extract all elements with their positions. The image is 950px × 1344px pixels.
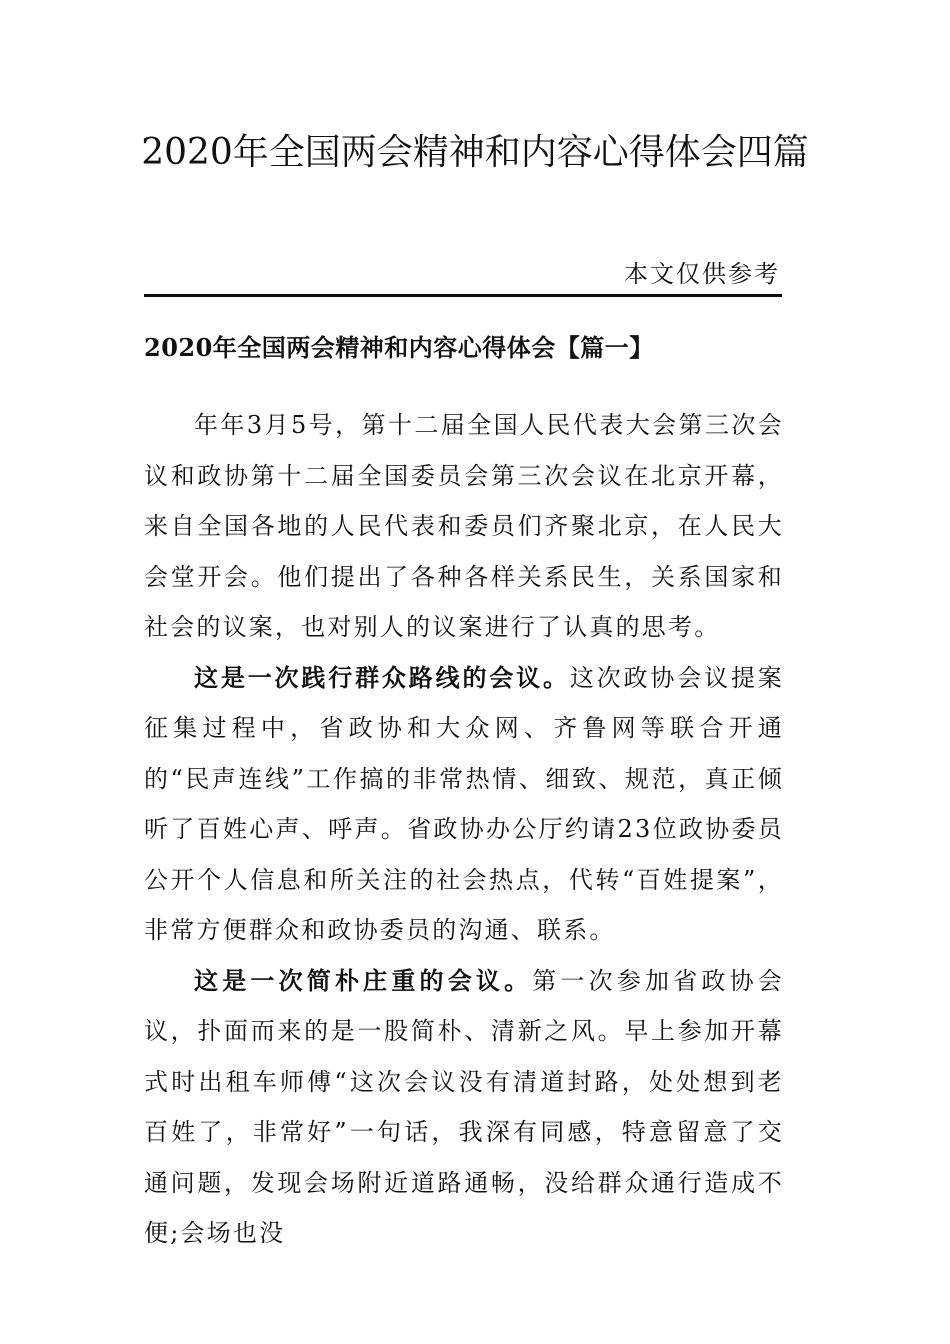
paragraph-lead: 这是一次践行群众路线的会议。 — [194, 662, 570, 692]
paragraph-text: 这次政协会议提案征集过程中，省政协和大众网、齐鲁网等联合开通的“民声连线”工作搞的非常热情、细致、规范，真正倾听了百姓心声、呼声。省政协办公厅约请23位政协委员公开个人信息和所关注的社会热点，代转“百姓提案”，非常方便群众和政协委员的沟通、联系。 — [144, 663, 784, 944]
paragraph-3 — [144, 956, 784, 1259]
reference-note: 本文仅供参考 — [624, 260, 780, 288]
section-heading: 2020年全国两会精神和内容心得体会【篇一】 — [144, 333, 654, 362]
paragraph-text: 年年3月5号，第十二届全国人民代表大会第三次会议和政协第十二届全国委员会第三次会议在北京开幕，来自全国各地的人民代表和委员们齐聚北京，在人民大会堂开会。他们提出了各种各样关系民生，关系国家和社会的议案，也对别人的议案进行了认真的思考。 — [144, 411, 784, 641]
header-divider — [144, 294, 782, 297]
paragraph-2 — [144, 653, 784, 956]
document-body — [144, 400, 784, 1259]
paragraph-1 — [144, 400, 784, 653]
paragraph-text: 第一次参加省政协会议，扑面而来的是一股简朴、清新之风。早上参加开幕式时出租车师傅“这次会议没有清道封路，处处想到老百姓了，非常好”一句话，我深有同感，特意留意了交通问题，发现会场附近道路通畅，没给群众通行造成不便;会场也没 — [144, 966, 784, 1247]
document-title: 2020年全国两会精神和内容心得体会四篇 — [141, 132, 809, 173]
paragraph-lead: 这是一次简朴庄重的会议。 — [194, 965, 533, 995]
